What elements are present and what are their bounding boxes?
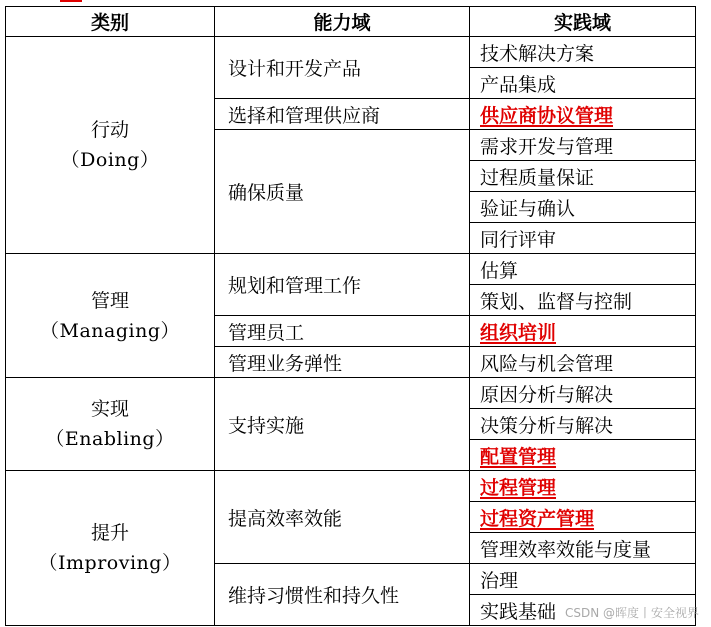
capability-cell: 支持实施 (215, 378, 470, 471)
category-cell-improving (6, 471, 215, 626)
capability-cell: 规划和管理工作 (215, 254, 470, 316)
capability-cell: 管理业务弹性 (215, 347, 470, 378)
capability-cell: 提高效率效能 (215, 471, 470, 564)
category-label: 行动 (90, 119, 129, 141)
practice-cell: 策划、监督与控制 (470, 285, 696, 316)
practice-cell: 过程质量保证 (470, 161, 696, 192)
practice-cell: 验证与确认 (470, 192, 696, 223)
capability-cell: 维持习惯性和持久性 (215, 564, 470, 626)
table-row (6, 254, 696, 285)
category-label-en: （Managing） (40, 319, 180, 342)
capability-cell: 管理员工 (215, 316, 470, 347)
category-cell-enabling (6, 378, 215, 471)
practice-cell: 治理 (470, 564, 696, 595)
capability-cell: 选择和管理供应商 (215, 99, 470, 130)
category-label: 提升 (90, 522, 129, 544)
practice-cell-highlighted: 过程管理 (470, 471, 696, 502)
practice-cell-highlighted: 配置管理 (470, 440, 696, 471)
practice-cell: 管理效率效能与度量 (470, 533, 696, 564)
table-row (6, 471, 696, 502)
practice-cell: 技术解决方案 (470, 37, 696, 68)
category-label-en: （Doing） (60, 149, 160, 171)
top-red-mark (60, 0, 82, 2)
table-row (6, 37, 696, 68)
practice-cell: 决策分析与解决 (470, 409, 696, 440)
practice-cell-highlighted: 过程资产管理 (470, 502, 696, 533)
category-cell-managing (6, 254, 215, 378)
category-label-en: （Enabling） (45, 428, 175, 450)
practice-cell: 同行评审 (470, 223, 696, 254)
capability-cell: 设计和开发产品 (215, 37, 470, 99)
header-category: 类别 (6, 7, 215, 37)
practice-cell-highlighted: 供应商协议管理 (470, 99, 696, 130)
watermark: CSDN @晖度丨安全视界 (564, 606, 699, 620)
category-label-en: （Improving） (38, 552, 182, 574)
practice-cell-highlighted: 组织培训 (470, 316, 696, 347)
table-header-row (6, 7, 696, 37)
practice-cell: 风险与机会管理 (470, 347, 696, 378)
category-cell-doing (6, 37, 215, 254)
capability-cell: 确保质量 (215, 130, 470, 254)
practice-cell: 需求开发与管理 (470, 130, 696, 161)
header-capability: 能力域 (215, 7, 470, 37)
header-practice: 实践域 (470, 7, 696, 37)
practice-cell: 估算 (470, 254, 696, 285)
practice-cell: 产品集成 (470, 68, 696, 99)
practice-cell: 实践基础 (470, 595, 696, 626)
table-row (6, 378, 696, 409)
cmmi-domain-table (5, 6, 696, 626)
category-label: 管理 (90, 289, 129, 312)
category-label: 实现 (90, 398, 129, 420)
practice-cell: 原因分析与解决 (470, 378, 696, 409)
